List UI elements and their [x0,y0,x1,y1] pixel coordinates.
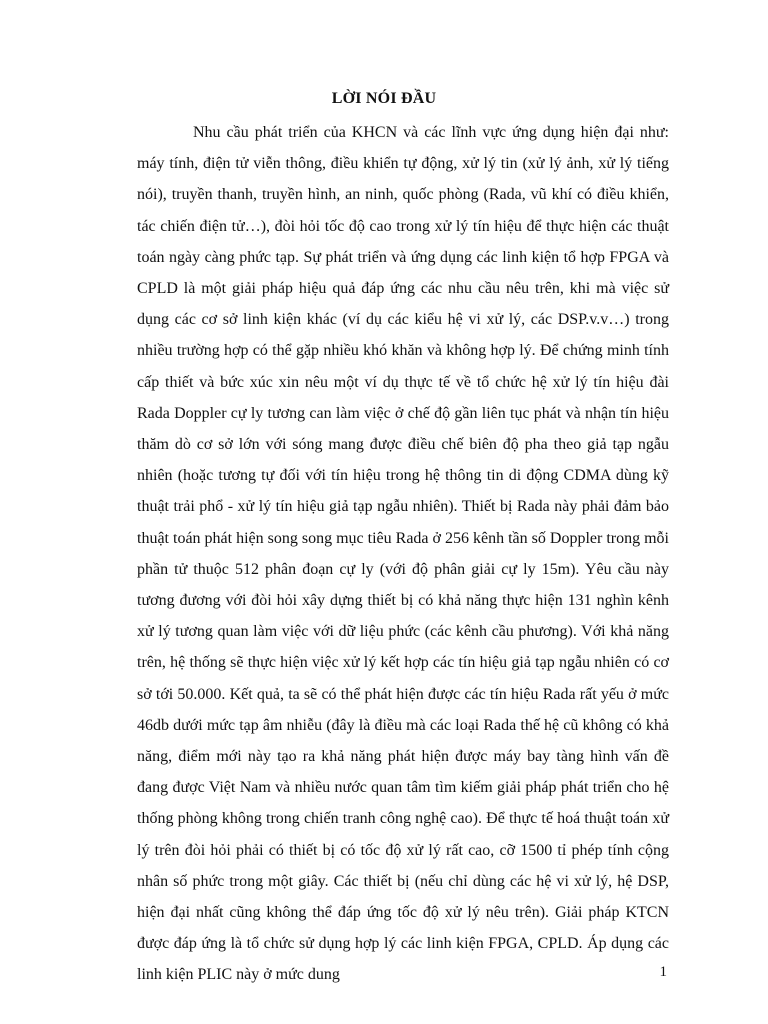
document-title: LỜI NÓI ĐẦU [331,90,437,107]
body-paragraph: Nhu cầu phát triển của KHCN và các lĩnh vực ứng dụng hiện đại như: máy tính, điện tử viễn thông, điều khiển tự động, xử lý tin (xử lý ảnh, xử lý tiếng nói), truyền thanh, truyền hình, an ninh, quốc phòng (Rada, vũ khí có điều khiển, tác chiến điện tử…), đòi hỏi tốc độ cao trong xử lý tín hiệu để thực hiện các thuật toán ngày càng phức tạp. Sự phát triển và ứng dụng các linh kiện tổ hợp FPGA và CPLD là một giải pháp hiệu quả đáp ứng các nhu cầu nêu trên, khi mà việc sử dụng các cơ sở linh kiện khác (ví dụ các kiểu hệ vi xử lý, các DSP.v.v…) trong nhiều trường hợp có thể gặp nhiều khó khăn và không hợp lý. Để chứng minh tính cấp thiết và bức xúc xin nêu một ví dụ thực tế về tổ chức hệ xử lý tín hiệu đài Rada Doppler cự ly tương can làm việc ở chế độ gần liên tục phát và nhận tín hiệu thăm dò cơ sở lớn với sóng mang được điều chế biên độ pha theo giả tạp ngẫu nhiên (hoặc tương tự đối với tín hiệu trong hệ thông tin di động CDMA dùng kỹ thuật trải phổ - xử lý tín hiệu giả tạp ngẫu nhiên). Thiết bị Rada này phải đảm bảo thuật toán phát hiện song song mục tiêu Rada ở 256 kênh tần số Doppler trong mỗi phần tử thuộc 512 phân đoạn cự ly (với độ phân giải cự ly 15m). Yêu cầu này tương đương với đòi hỏi xây dựng thiết bị có khả năng thực hiện 131 nghìn kênh xử lý tương quan làm việc với dữ liệu phức (các kênh cầu phương). Với khả năng trên, hệ thống sẽ thực hiện việc xử lý kết hợp các tín hiệu giả tạp ngẫu nhiên có cơ sở tới 50.000. Kết quả, ta sẽ có thể phát hiện được các tín hiệu Rada rất yếu ở mức 46db dưới mức tạp âm nhiễu (đây là điều mà các loại Rada thế hệ cũ không có khả năng, điểm mới này tạo ra khả năng phát hiện được máy bay tàng hình vấn đề đang được Việt Nam và nhiều nước quan tâm tìm kiếm giải pháp phát triển cho hệ thống phòng không trong chiến tranh công nghệ cao). Để thực tế hoá thuật toán xử lý trên đòi hỏi phải có thiết bị có tốc độ xử lý rất cao, cỡ 1500 tỉ phép tính cộng nhân số phức trong một giây. Các thiết bị (nếu chỉ dùng các hệ vi xử lý, hệ DSP, hiện đại nhất cũng không thể đáp ứng tốc độ xử lý nêu trên). Giải pháp KTCN được đáp ứng là tổ chức sử dụng hợp lý các linh kiện FPGA, CPLD. Áp dụng các linh kiện PLIC này ở mức dung [137,124,669,984]
page-number: 1 [659,964,667,980]
document-body [137,117,669,991]
